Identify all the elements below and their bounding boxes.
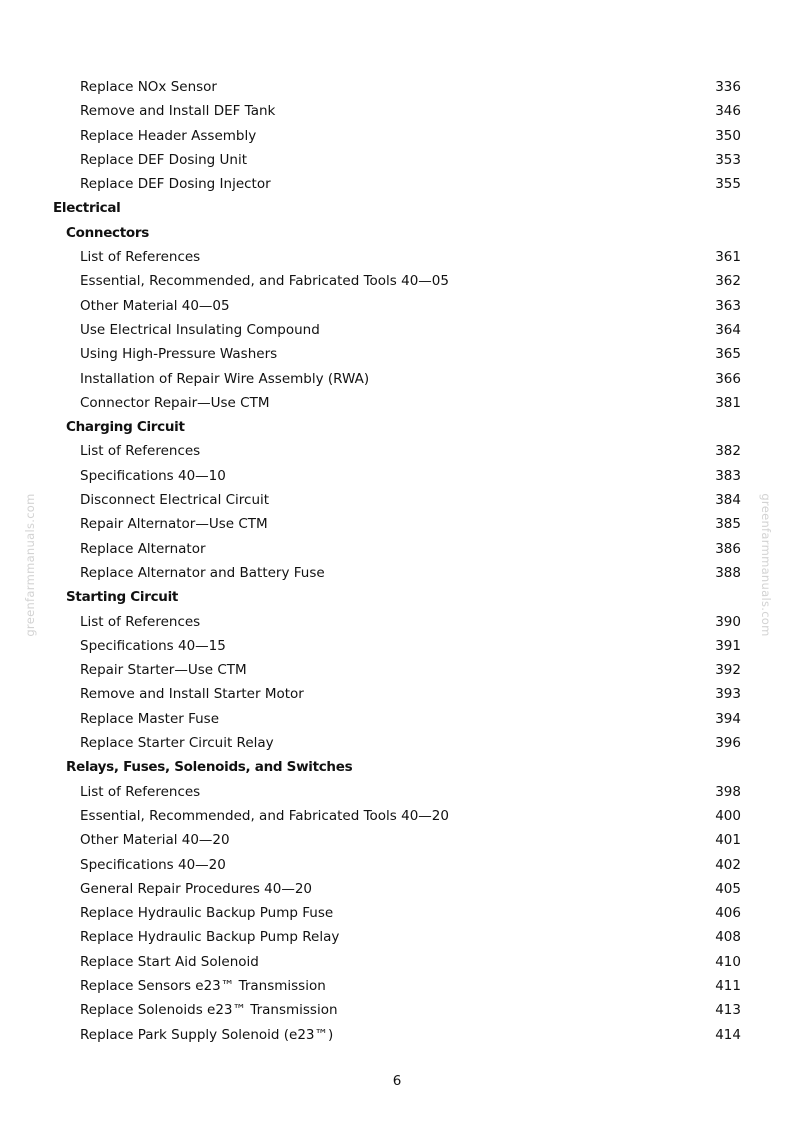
toc-entry[interactable] [0,439,794,463]
toc-entry-page-number: 382 [715,443,741,460]
toc-entry-page-number: 401 [715,832,741,849]
toc-entry-title: List of References [80,443,201,460]
toc-entry-title: Replace NOx Sensor [80,79,217,95]
toc-entry-title: General Repair Procedures 40—20 [80,880,313,897]
toc-section-heading[interactable] [0,196,794,220]
toc-entry[interactable] [0,391,794,415]
toc-entry-page-number: 386 [715,540,741,557]
toc-entry[interactable] [0,853,794,877]
toc-entry-page-number: 361 [715,249,741,266]
toc-entry-page-number: 414 [715,1026,741,1043]
toc-entry-page-number: 346 [715,103,741,120]
toc-entry-title: Use Electrical Insulating Compound [80,321,320,338]
toc-entry-page-number: 388 [715,564,741,581]
toc-entry-page-number: 384 [715,492,741,509]
toc-entry-page-number: 391 [715,637,741,654]
toc-entry-title: Remove and Install DEF Tank [80,103,276,120]
toc-entry-page-number: 406 [715,905,741,922]
toc-entry-title: Replace Master Fuse [80,710,220,727]
toc-entry-page-number: 394 [715,710,741,727]
toc-entry-title: Replace Header Assembly [80,127,257,144]
toc-entry-page-number: 383 [715,467,741,484]
toc-entry-page-number: 364 [715,321,741,338]
toc-entry-page-number: 336 [715,79,741,95]
toc-entry[interactable] [0,464,794,488]
toc-entry[interactable] [0,342,794,366]
toc-entry-title: Starting Circuit [66,589,179,606]
toc-entry-page-number: 365 [715,346,741,363]
toc-entry-page-number: 390 [715,613,741,630]
toc-entry[interactable] [0,998,794,1022]
toc-entry-title: Electrical [53,200,121,217]
toc-entry-title: Other Material 40—20 [80,832,230,849]
toc-entry-title: Using High-Pressure Washers [80,346,278,363]
toc-entry[interactable] [0,75,794,99]
toc-entry[interactable] [0,512,794,536]
toc-entry[interactable] [0,707,794,731]
toc-entry[interactable] [0,877,794,901]
toc-entry-title: Replace Starter Circuit Relay [80,735,274,752]
toc-entry-title: Repair Starter—Use CTM [80,662,247,679]
toc-entry-page-number: 355 [715,176,741,193]
toc-entry-title: Other Material 40—05 [80,297,230,314]
toc-entry[interactable] [0,828,794,852]
toc-subsection-heading[interactable] [0,415,794,439]
toc-entry-title: Replace Sensors e23™ Transmission [80,977,326,994]
toc-entry[interactable] [0,537,794,561]
toc-entry[interactable] [0,901,794,925]
toc-entry[interactable] [0,950,794,974]
toc-entry[interactable] [0,172,794,196]
toc-entry[interactable] [0,318,794,342]
toc-entry[interactable] [0,780,794,804]
page-number: 6 [392,1073,402,1089]
toc-entry-title: Replace Alternator [80,540,206,557]
toc-entry[interactable] [0,294,794,318]
toc-entry-page-number: 392 [715,662,741,679]
toc-entry-page-number: 353 [715,151,741,168]
toc-entry[interactable] [0,561,794,585]
toc-subsection-heading[interactable] [0,221,794,245]
toc-entry-title: Replace DEF Dosing Injector [80,176,271,193]
toc-entry[interactable] [0,124,794,148]
toc-entry[interactable] [0,367,794,391]
toc-subsection-heading[interactable] [0,755,794,779]
toc-entry[interactable] [0,1023,794,1047]
toc-entry-page-number: 363 [715,297,741,314]
toc-entry-title: Replace Hydraulic Backup Pump Relay [80,929,340,946]
toc-entry-title: Replace Park Supply Solenoid (e23™) [80,1026,334,1043]
toc-entry-page-number: 381 [715,394,741,411]
toc-entry-title: List of References [80,613,201,630]
toc-entry[interactable] [0,148,794,172]
toc-entry-page-number: 350 [715,127,741,144]
toc-entry-title: Specifications 40—15 [80,637,226,654]
toc-entry-title: Specifications 40—20 [80,856,226,873]
toc-entry-title: Charging Circuit [66,419,185,436]
toc-entry[interactable] [0,488,794,512]
toc-entry[interactable] [0,731,794,755]
toc-entry-title: Replace DEF Dosing Unit [80,151,248,168]
toc-entry-page-number: 362 [715,273,741,290]
toc-entry-title: Replace Start Aid Solenoid [80,953,259,970]
toc-entry-title: Specifications 40—10 [80,467,226,484]
watermark-right: greenfarmmanuals.com [759,493,773,637]
toc-entry-page-number: 385 [715,516,741,533]
toc-entry-page-number: 398 [715,783,741,800]
toc-entry-title: Relays, Fuses, Solenoids, and Switches [66,759,353,776]
toc-entry-page-number: 402 [715,856,741,873]
toc-entry-title: Connectors [66,224,149,241]
toc-entry[interactable] [0,634,794,658]
toc-entry-title: Repair Alternator—Use CTM [80,516,268,533]
toc-entry-title: Essential, Recommended, and Fabricated Tools 40—20 [80,807,449,824]
toc-entry-title: Remove and Install Starter Motor [80,686,304,703]
watermark-left: greenfarmmanuals.com [23,493,37,637]
toc-entry[interactable] [0,99,794,123]
toc-entry[interactable] [0,245,794,269]
toc-entry-title: Replace Hydraulic Backup Pump Fuse [80,905,334,922]
toc-entry[interactable] [0,610,794,634]
table-of-contents [0,75,794,1047]
toc-entry-title: Replace Solenoids e23™ Transmission [80,1002,338,1019]
toc-entry-page-number: 396 [715,735,741,752]
toc-entry-page-number: 411 [715,977,741,994]
toc-entry-page-number: 413 [715,1002,741,1019]
toc-entry-page-number: 405 [715,880,741,897]
toc-subsection-heading[interactable] [0,585,794,609]
toc-entry-page-number: 410 [715,953,741,970]
toc-entry[interactable] [0,269,794,293]
toc-entry-title: Replace Alternator and Battery Fuse [80,564,325,581]
toc-entry-title: Disconnect Electrical Circuit [80,492,270,509]
toc-entry-title: Essential, Recommended, and Fabricated Tools 40—05 [80,273,449,290]
toc-entry[interactable] [0,974,794,998]
toc-entry[interactable] [0,804,794,828]
toc-entry-title: Connector Repair—Use CTM [80,394,270,411]
toc-entry-page-number: 393 [715,686,741,703]
toc-entry[interactable] [0,682,794,706]
toc-entry-title: Installation of Repair Wire Assembly (RWA) [80,370,370,387]
toc-entry-page-number: 400 [715,807,741,824]
toc-entry-page-number: 366 [715,370,741,387]
toc-entry-title: List of References [80,249,201,266]
toc-entry[interactable] [0,658,794,682]
toc-entry-page-number: 408 [715,929,741,946]
toc-entry-title: List of References [80,783,201,800]
toc-entry[interactable] [0,925,794,949]
